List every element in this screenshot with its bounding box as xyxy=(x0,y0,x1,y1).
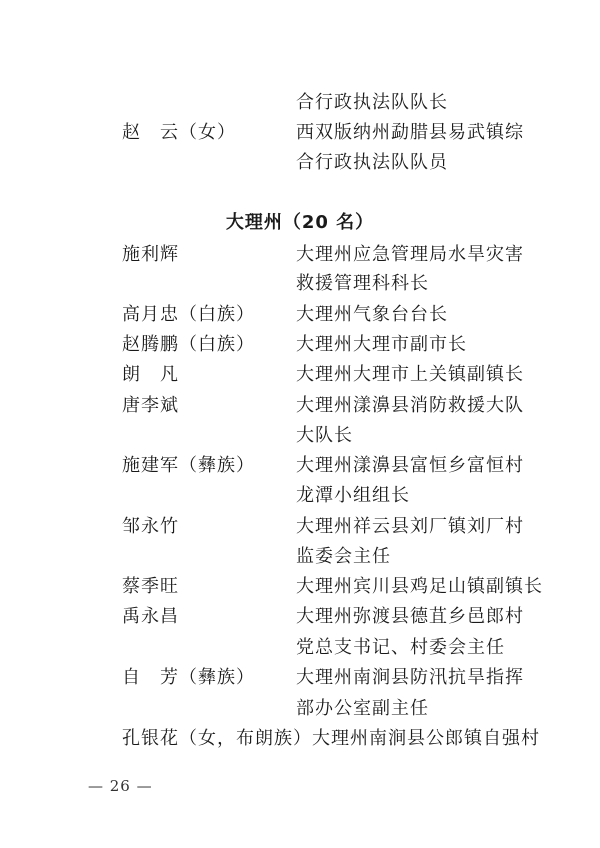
page-number: — 26 — xyxy=(88,777,153,795)
entry-name: 邹永竹 xyxy=(122,516,179,537)
entry-name: 施建军（彝族） xyxy=(122,455,255,476)
entry-name: 施利辉 xyxy=(122,244,179,265)
entry-name: 高月忠（白族） xyxy=(122,304,255,325)
entry-title-line: 大理州大理市上关镇副镇长 xyxy=(296,364,524,385)
entry-title-line: 西双版纳州勐腊县易武镇综 xyxy=(296,122,524,143)
entry-title-line: 大理州南涧县公郎镇自强村 xyxy=(312,728,540,749)
entry-name: 唐李斌 xyxy=(122,395,179,416)
entry-name: 朗 凡 xyxy=(122,364,179,385)
section-heading: 大理州（20 名） xyxy=(225,212,375,233)
entry-title-line: 大队长 xyxy=(296,425,353,446)
entry-title-line: 大理州漾濞县消防救援大队 xyxy=(296,395,524,416)
entry-title-line: 大理州宾川县鸡足山镇副镇长 xyxy=(296,576,543,597)
entry-title-line: 大理州应急管理局水旱灾害 xyxy=(296,244,524,265)
entry-row-combined xyxy=(122,727,540,751)
entry-title-line: 大理州气象台台长 xyxy=(296,304,448,325)
entry-title-line: 部办公室副主任 xyxy=(296,698,429,719)
entry-title-line: 合行政执法队队员 xyxy=(296,152,448,173)
entry-title-line: 大理州漾濞县富恒乡富恒村 xyxy=(296,455,524,476)
entry-name: 赵腾鹏（白族） xyxy=(122,334,255,355)
entry-title-line: 救援管理科科长 xyxy=(296,273,429,294)
entry-title-line: 大理州南涧县防汛抗旱指挥 xyxy=(296,667,524,688)
entry-name: 赵 云（女） xyxy=(122,122,236,143)
entry-title-line: 监委会主任 xyxy=(296,546,391,567)
entry-name: 自 芳（彝族） xyxy=(122,667,255,688)
entry-name: 蔡季旺 xyxy=(122,576,179,597)
entry-title-line: 大理州弥渡县德苴乡邑郎村 xyxy=(296,606,524,627)
entry-title-line: 龙潭小组组长 xyxy=(296,485,410,506)
entry-title-line: 党总支书记、村委会主任 xyxy=(296,637,505,658)
entry-name: 禹永昌 xyxy=(122,606,179,627)
entry-title-line: 大理州祥云县刘厂镇刘厂村 xyxy=(296,516,524,537)
entry-title-line: 大理州大理市副市长 xyxy=(296,334,467,355)
entry-title-line: 合行政执法队队长 xyxy=(296,92,448,113)
entry-name: 孔银花（女，布朗族） xyxy=(122,728,312,749)
